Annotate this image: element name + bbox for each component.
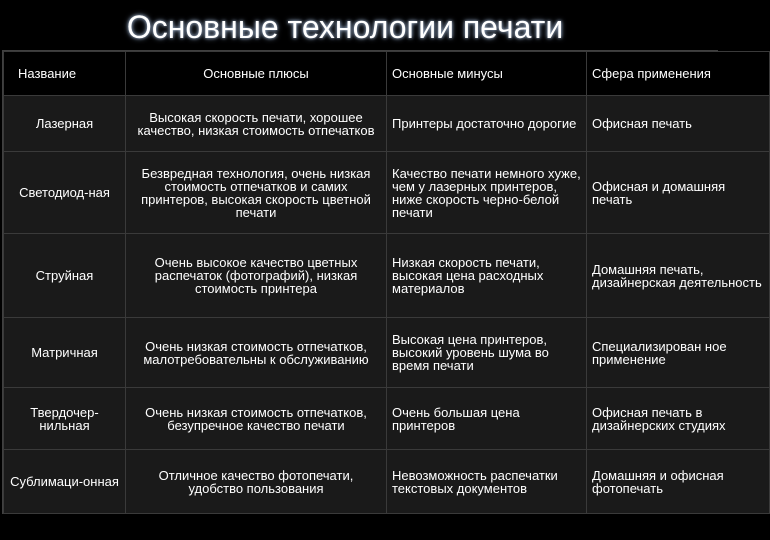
technologies-table [3,51,770,514]
table-row [4,234,770,318]
row-area: Домашняя печать, дизайнерская деятельность [587,234,770,318]
table-row [4,96,770,152]
row-pros: Отличное качество фотопечати, удобство пользования [126,450,387,514]
row-pros: Очень низкая стоимость отпечатков, малотребовательны к обслуживанию [126,318,387,388]
row-cons: Принтеры достаточно дорогие [387,96,587,152]
row-pros: Безвредная технология, очень низкая стоимость отпечатков и самих принтеров, высокая скорость цветной печати [126,152,387,234]
header-cons: Основные минусы [387,52,587,96]
row-area: Офисная печать в дизайнерских студиях [587,388,770,450]
row-cons: Высокая цена принтеров, высокий уровень шума во время печати [387,318,587,388]
header-pros: Основные плюсы [126,52,387,96]
row-pros: Очень низкая стоимость отпечатков, безупречное качество печати [126,388,387,450]
row-area: Домашняя и офисная фотопечать [587,450,770,514]
row-area: Специализирован ное применение [587,318,770,388]
row-pros: Очень высокое качество цветных распечаток (фотографий), низкая стоимость принтера [126,234,387,318]
row-cons: Очень большая цена принтеров [387,388,587,450]
table-row [4,318,770,388]
header-name: Название [4,52,126,96]
row-cons: Качество печати немного хуже, чем у лазерных принтеров, ниже скорость черно-белой печати [387,152,587,234]
row-area: Офисная печать [587,96,770,152]
row-pros: Высокая скорость печати, хорошее качество, низкая стоимость отпечатков [126,96,387,152]
table-row [4,152,770,234]
technologies-table-container [2,50,762,514]
table-header-row [4,52,770,96]
table-row [4,450,770,514]
slide-title: Основные технологии печати [126,9,564,45]
row-cons: Невозможность распечатки текстовых документов [387,450,587,514]
row-name: Твердочер-нильная [4,388,126,450]
row-area: Офисная и домашняя печать [587,152,770,234]
row-name: Светодиод-ная [4,152,126,234]
header-area: Сфера применения [587,52,770,96]
row-name: Сублимаци-онная [4,450,126,514]
row-cons: Низкая скорость печати, высокая цена расходных материалов [387,234,587,318]
row-name: Струйная [4,234,126,318]
row-name: Матричная [4,318,126,388]
row-name: Лазерная [4,96,126,152]
table-row [4,388,770,450]
